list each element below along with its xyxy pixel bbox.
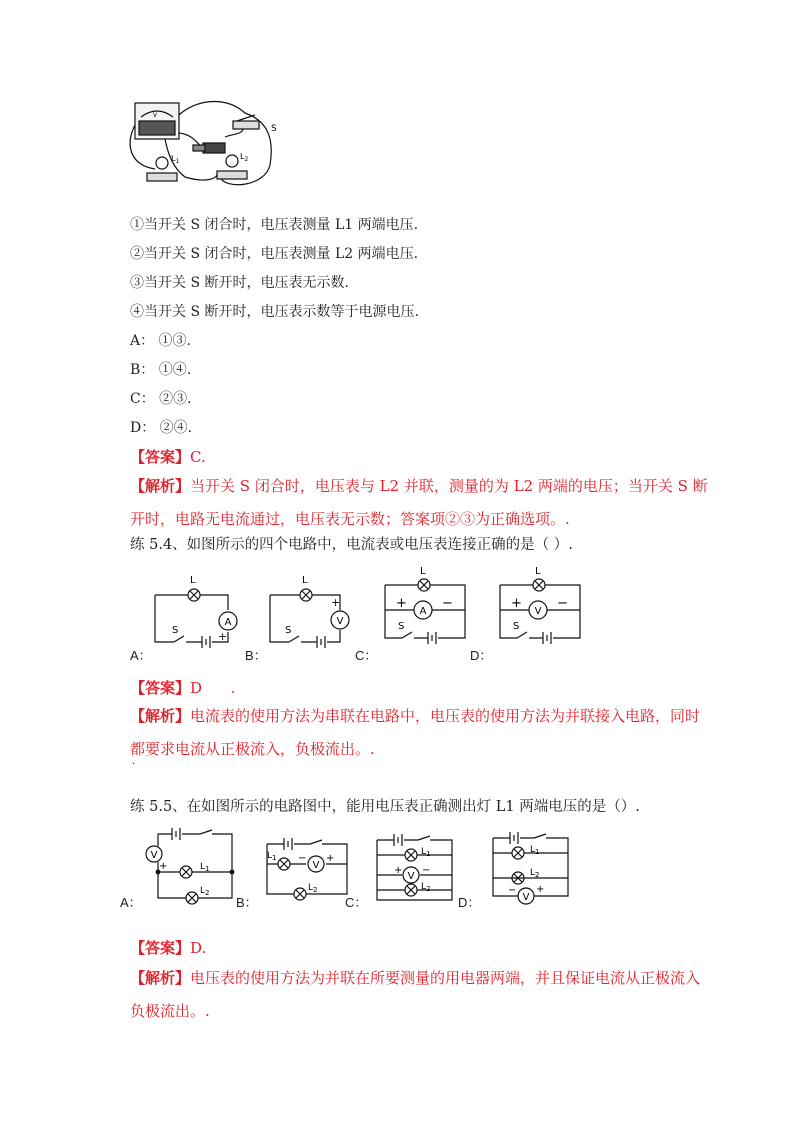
q2-circuit-b bbox=[265, 570, 360, 650]
q2b-plus: + bbox=[331, 596, 341, 609]
answer-tag: 【答案】 bbox=[130, 448, 191, 466]
stray-mark: . bbox=[132, 756, 136, 767]
q2-stem: 练 5.4、如图所示的四个电路中，电流表或电压表连接正确的是（ ）. bbox=[130, 537, 573, 553]
q2-circuit-a bbox=[150, 570, 245, 650]
answer-value: C. bbox=[190, 448, 206, 466]
bulb2-sub: 2 bbox=[244, 156, 249, 163]
q2-label-d: D： bbox=[470, 648, 493, 663]
q2-label-c: C： bbox=[355, 648, 378, 663]
analysis-text: 电压表的使用方法为并联在所要测量的用电器两端，并且保证电流从正极流入负极流出。. bbox=[130, 969, 701, 1020]
q3-circuit-c bbox=[372, 830, 457, 910]
q3-label-c: C： bbox=[345, 895, 368, 910]
option-d: D： ②④. bbox=[130, 420, 193, 436]
statement-3: ③当开关 S 断开时，电压表无示数. bbox=[130, 275, 349, 291]
q3b-minus: − bbox=[298, 853, 307, 864]
q3d-plus: + bbox=[536, 884, 545, 895]
q2c-lamp-label: L bbox=[420, 566, 426, 577]
q2b-lamp-label: L bbox=[302, 575, 308, 586]
q2d-meter: V bbox=[534, 606, 542, 617]
bulb1-label: L bbox=[171, 154, 176, 163]
analysis-tag: 【解析】 bbox=[130, 477, 191, 495]
svg-text:L1: $L_1$ bbox=[200, 862, 210, 873]
q3d-minus: − bbox=[508, 885, 517, 896]
q2-label-a: A： bbox=[130, 648, 152, 663]
experiment-figure bbox=[125, 95, 285, 195]
svg-text:L1 bbox=[171, 154, 179, 165]
svg-text:L2 bbox=[240, 152, 248, 163]
q2a-meter: A bbox=[224, 617, 232, 628]
analysis-tag: 【解析】 bbox=[130, 707, 191, 725]
q1-answer bbox=[130, 447, 206, 467]
q2c-switch: S bbox=[398, 621, 405, 632]
q2a-switch: S bbox=[172, 625, 179, 636]
q2-circuit-c bbox=[380, 565, 470, 650]
q3-label-b: B： bbox=[236, 895, 258, 910]
q2-label-b: B： bbox=[245, 648, 267, 663]
q3c-plus: + bbox=[394, 865, 403, 876]
statement-4: ④当开关 S 断开时，电压表示数等于电源电压. bbox=[130, 304, 419, 320]
q3a-volt: V bbox=[150, 850, 158, 861]
q3-circuit-d bbox=[488, 828, 573, 910]
q3-analysis bbox=[130, 962, 710, 1028]
option-b: B： ①④. bbox=[130, 362, 192, 378]
q3b-plus: + bbox=[326, 853, 335, 864]
q2b-switch: S bbox=[285, 625, 292, 636]
q3-answer bbox=[130, 938, 206, 958]
q2c-meter: A bbox=[419, 606, 427, 617]
switch-label: S bbox=[271, 124, 277, 134]
bulb2-label: L bbox=[240, 152, 245, 161]
answer-tag: 【答案】 bbox=[130, 939, 191, 957]
answer-value: D . bbox=[190, 679, 236, 697]
q3-label-a: A： bbox=[120, 895, 142, 910]
svg-text:L1: $L_1$ bbox=[267, 851, 277, 862]
svg-text:L1: $L_1$ bbox=[530, 845, 540, 856]
q2a-lamp-label: L bbox=[190, 575, 196, 586]
q1-analysis bbox=[130, 470, 710, 536]
q2d-lamp-label: L bbox=[535, 566, 541, 577]
q3-stem: 练 5.5、在如图所示的电路图中，能用电压表正确测出灯 L1 两端电压的是（）. bbox=[130, 799, 640, 815]
meter-v-label: V bbox=[152, 112, 158, 119]
q2a-plus: + bbox=[218, 630, 228, 643]
q3b-volt: V bbox=[312, 860, 320, 871]
analysis-text: 电流表的使用方法为串联在电路中，电压表的使用方法为并联接入电路，同时都要求电流从正极流入，负极流出。. bbox=[130, 707, 701, 758]
q3-circuit-a bbox=[140, 822, 240, 907]
q3-circuit-b bbox=[262, 832, 352, 907]
q3c-volt: V bbox=[407, 871, 415, 882]
q2-analysis bbox=[130, 700, 710, 766]
bulb1-sub: 1 bbox=[175, 158, 180, 165]
svg-text:L2: $L_2$ bbox=[308, 883, 318, 894]
q3-label-d: D： bbox=[458, 895, 481, 910]
analysis-text: 当开关 S 闭合时，电压表与 L2 并联，测量的为 L2 两端的电压；当开关 S 断开时，电路无电流通过，电压表无示数；答案项②③为正确选项。. bbox=[130, 477, 708, 528]
q2c-plus: + bbox=[396, 596, 407, 611]
q2d-plus: + bbox=[511, 596, 522, 611]
svg-text:L2: $L_2$ bbox=[200, 886, 210, 897]
statement-2: ②当开关 S 闭合时，电压表测量 L2 两端电压. bbox=[130, 246, 419, 262]
svg-text:L1: $L_1$ bbox=[421, 847, 431, 858]
option-c: C： ②③. bbox=[130, 391, 192, 407]
q3a-plus: + bbox=[159, 861, 168, 872]
q2c-minus: − bbox=[442, 596, 453, 611]
q2d-minus: − bbox=[557, 596, 568, 611]
q2d-switch: S bbox=[513, 621, 520, 632]
option-a: A： ①③. bbox=[130, 333, 192, 349]
q3c-minus: − bbox=[422, 865, 431, 876]
q2-circuit-d bbox=[495, 565, 585, 650]
answer-tag: 【答案】 bbox=[130, 679, 191, 697]
answer-value: D. bbox=[190, 939, 207, 957]
svg-text:L2: $L_2$ bbox=[421, 882, 431, 893]
analysis-tag: 【解析】 bbox=[130, 969, 191, 987]
q2b-meter: V bbox=[336, 616, 344, 627]
svg-text:L2: $L_2$ bbox=[530, 868, 540, 879]
q3d-volt: V bbox=[522, 892, 530, 903]
statement-1: ①当开关 S 闭合时，电压表测量 L1 两端电压. bbox=[130, 217, 419, 233]
q2-answer bbox=[130, 678, 235, 698]
